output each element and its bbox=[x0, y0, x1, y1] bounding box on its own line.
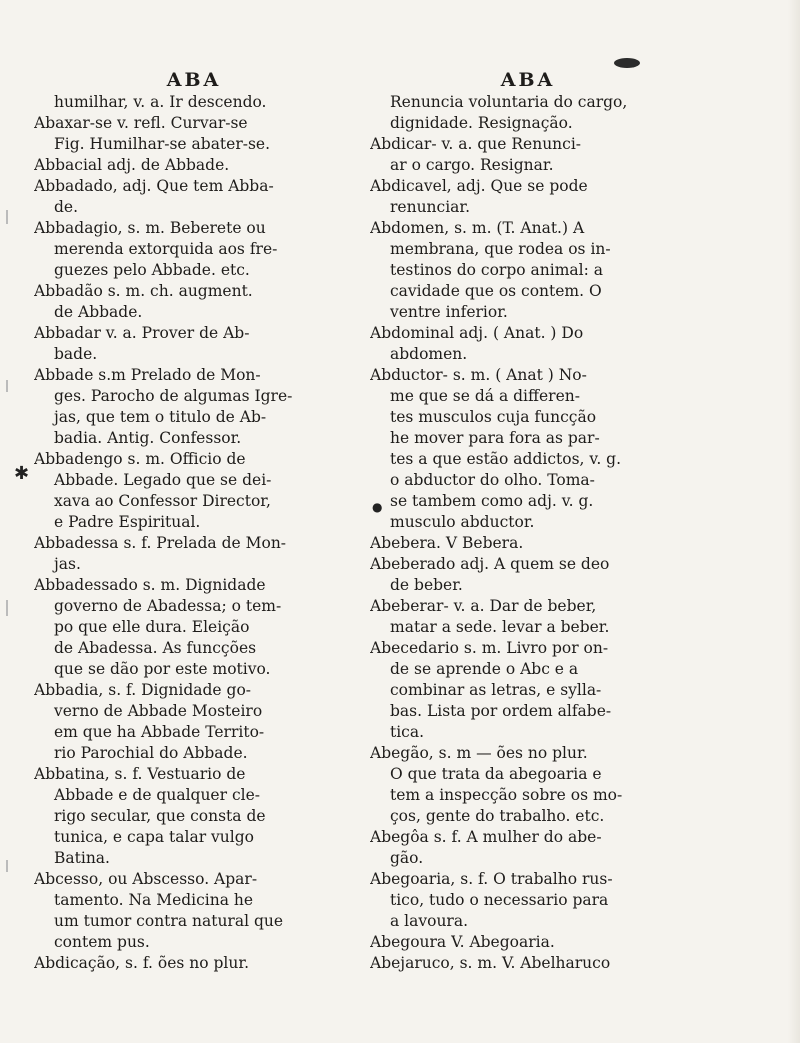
entry-text-line: tes a que estão addictos, v. g. bbox=[390, 450, 622, 468]
entry-text-line: tes musculos cuja funcção bbox=[390, 408, 597, 426]
entry-text-line: tico, tudo o necessario para bbox=[390, 891, 609, 909]
entry-headword-line: Abbadagio, s. m. Beberete ou bbox=[34, 219, 266, 237]
entry-text-line: combinar as letras, e sylla- bbox=[390, 681, 602, 699]
entry-text-line: de beber. bbox=[390, 576, 463, 594]
entry-text-line: musculo abductor. bbox=[390, 513, 535, 531]
right-entries bbox=[370, 92, 686, 974]
entry-headword-line: Abdominal adj. ( Anat. ) Do bbox=[370, 324, 584, 342]
right-column bbox=[370, 68, 686, 974]
entry-text-line: Batina. bbox=[54, 849, 110, 867]
ink-blot bbox=[614, 58, 640, 68]
entry-text-line: tica. bbox=[390, 723, 425, 741]
entry-text-line: me que se dá a differen- bbox=[390, 387, 580, 405]
entry-headword-line: Abebera. V Bebera. bbox=[370, 534, 524, 552]
entry-text-line: tamento. Na Medicina he bbox=[54, 891, 254, 909]
entry-headword-line: Abeberar- v. a. Dar de beber, bbox=[370, 597, 597, 615]
entry-text-line: renunciar. bbox=[390, 198, 471, 216]
entry-headword-line: Abcesso, ou Abscesso. Apar- bbox=[34, 870, 258, 888]
entry-text-line: jas. bbox=[54, 555, 81, 573]
entry-text-line: cavidade que os contem. O bbox=[390, 282, 602, 300]
entry-text-line: Renuncia voluntaria do cargo, bbox=[390, 93, 628, 111]
entry-headword-line: Abbade s.m Prelado de Mon- bbox=[34, 366, 261, 384]
entry-text-line: testinos do corpo animal: a bbox=[390, 261, 603, 279]
entry-text-line: xava ao Confessor Director, bbox=[54, 492, 271, 510]
entry-text-line: em que ha Abbade Territo- bbox=[54, 723, 265, 741]
entry-headword-line: Abbadado, adj. Que tem Abba- bbox=[34, 177, 274, 195]
entry-text-line: gão. bbox=[390, 849, 424, 867]
entry-text-line: um tumor contra natural que bbox=[54, 912, 284, 930]
entry-headword-line: Abegôa s. f. A mulher do abe- bbox=[370, 828, 602, 846]
entry-text-line: Abbade e de qualquer cle- bbox=[54, 786, 260, 804]
entry-headword-line: Abbacial adj. de Abbade. bbox=[34, 156, 230, 174]
entry-text-line: de. bbox=[54, 198, 79, 216]
dot-mark: ● bbox=[372, 500, 383, 514]
entry-text-line: he mover para fora as par- bbox=[390, 429, 600, 447]
right-column-header: ABA bbox=[500, 69, 556, 91]
entry-text-line: Fig. Humilhar-se abater-se. bbox=[54, 135, 271, 153]
entry-text-line: jas, que tem o titulo de Ab- bbox=[54, 408, 267, 426]
entry-text-line: O que trata da abegoaria e bbox=[390, 765, 602, 783]
entry-text-line: membrana, que rodea os in- bbox=[390, 240, 611, 258]
asterisk-mark: ✱ bbox=[14, 463, 30, 484]
entry-text-line: verno de Abbade Mosteiro bbox=[54, 702, 263, 720]
entry-text-line: bas. Lista por ordem alfabe- bbox=[390, 702, 612, 720]
entry-text-line: governo de Abadessa; o tem- bbox=[54, 597, 282, 615]
entry-headword-line: Abegoura V. Abegoaria. bbox=[370, 933, 555, 951]
entry-headword-line: Abeberado adj. A quem se deo bbox=[370, 555, 610, 573]
entry-text-line: po que elle dura. Eleição bbox=[54, 618, 250, 636]
entry-text-line: e Padre Espiritual. bbox=[54, 513, 201, 531]
entry-text-line: humilhar, v. a. Ir descendo. bbox=[54, 93, 267, 111]
left-column-header: ABA bbox=[166, 69, 222, 91]
entry-text-line: ços, gente do trabalho. etc. bbox=[390, 807, 605, 825]
entry-headword-line: Abdicação, s. f. ões no plur. bbox=[34, 954, 249, 972]
page-edge-shadow bbox=[788, 0, 800, 1043]
entry-text-line: de Abbade. bbox=[54, 303, 143, 321]
left-entries bbox=[34, 92, 354, 974]
entry-text-line: de se aprende o Abc e a bbox=[390, 660, 579, 678]
entry-text-line: se tambem como adj. v. g. bbox=[390, 492, 594, 510]
entry-text-line: ges. Parocho de algumas Igre- bbox=[54, 387, 293, 405]
entry-headword-line: Abbadessa s. f. Prelada de Mon- bbox=[34, 534, 287, 552]
entry-headword-line: Abbadar v. a. Prover de Ab- bbox=[34, 324, 250, 342]
entry-text-line: que se dão por este motivo. bbox=[54, 660, 271, 678]
entry-text-line: badia. Antig. Confessor. bbox=[54, 429, 242, 447]
entry-headword-line: Abaxar-se v. refl. Curvar-se bbox=[34, 114, 248, 132]
entry-headword-line: Abejaruco, s. m. V. Abelharuco bbox=[370, 954, 611, 972]
entry-text-line: tem a inspecção sobre os mo- bbox=[390, 786, 623, 804]
entry-text-line: merenda extorquida aos fre- bbox=[54, 240, 278, 258]
entry-text-line: a lavoura. bbox=[390, 912, 469, 930]
entry-text-line: guezes pelo Abbade. etc. bbox=[54, 261, 250, 279]
entry-text-line: o abductor do olho. Toma- bbox=[390, 471, 595, 489]
entry-text-line: bade. bbox=[54, 345, 98, 363]
entry-text-line: contem pus. bbox=[54, 933, 150, 951]
left-column bbox=[34, 68, 354, 974]
entry-headword-line: Abdomen, s. m. (T. Anat.) A bbox=[370, 219, 585, 237]
entry-headword-line: Abbadessado s. m. Dignidade bbox=[34, 576, 266, 594]
entry-text-line: rigo secular, que consta de bbox=[54, 807, 266, 825]
entry-text-line: Abbade. Legado que se dei- bbox=[54, 471, 272, 489]
entry-text-line: tunica, e capa talar vulgo bbox=[54, 828, 254, 846]
entry-headword-line: Abdicavel, adj. Que se pode bbox=[370, 177, 588, 195]
entry-headword-line: Abdicar- v. a. que Renunci- bbox=[370, 135, 582, 153]
entry-headword-line: Abductor- s. m. ( Anat ) No- bbox=[370, 366, 587, 384]
entry-headword-line: Abbatina, s. f. Vestuario de bbox=[34, 765, 246, 783]
entry-headword-line: Abecedario s. m. Livro por on- bbox=[370, 639, 609, 657]
entry-headword-line: Abbadão s. m. ch. augment. bbox=[34, 282, 253, 300]
entry-headword-line: Abbadengo s. m. Officio de bbox=[34, 450, 246, 468]
entry-text-line: matar a sede. levar a beber. bbox=[390, 618, 610, 636]
entry-text-line: rio Parochial do Abbade. bbox=[54, 744, 248, 762]
entry-text-line: dignidade. Resignação. bbox=[390, 114, 573, 132]
entry-text-line: ventre inferior. bbox=[390, 303, 508, 321]
entry-text-line: ar o cargo. Resignar. bbox=[390, 156, 554, 174]
entry-headword-line: Abbadia, s. f. Dignidade go- bbox=[34, 681, 252, 699]
entry-headword-line: Abegoaria, s. f. O trabalho rus- bbox=[370, 870, 613, 888]
entry-text-line: de Abadessa. As funcções bbox=[54, 639, 257, 657]
entry-text-line: abdomen. bbox=[390, 345, 468, 363]
entry-headword-line: Abegão, s. m — ões no plur. bbox=[370, 744, 588, 762]
